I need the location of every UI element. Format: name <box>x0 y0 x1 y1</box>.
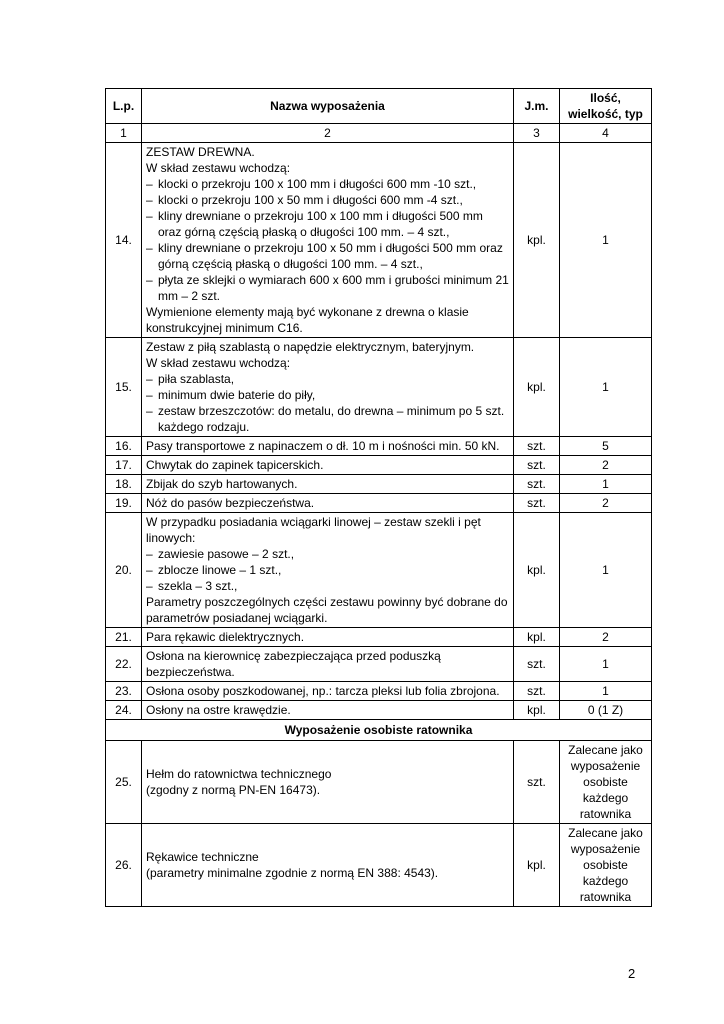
unit-of-measure: kpl. <box>514 628 560 647</box>
column-number: 4 <box>560 124 652 143</box>
quantity: 1 <box>560 513 652 628</box>
row-number: 14. <box>106 143 142 338</box>
unit-of-measure: szt. <box>514 494 560 513</box>
table-row <box>106 338 652 437</box>
description-line: Hełm do ratownictwa technicznego <box>146 767 332 781</box>
unit-of-measure: szt. <box>514 647 560 682</box>
component-list <box>146 371 509 435</box>
unit-of-measure: kpl. <box>514 513 560 628</box>
header-name: Nazwa wyposażenia <box>142 89 514 124</box>
description-line: W skład zestawu wchodzą: <box>146 161 291 175</box>
unit-of-measure: szt. <box>514 456 560 475</box>
description-line: (parametry minimalne zgodnie z normą EN 388: 4543). <box>146 866 439 880</box>
header-lp: L.p. <box>106 89 142 124</box>
component-item: – piła szablasta, <box>146 371 509 387</box>
row-number: 23. <box>106 682 142 701</box>
quantity: 1 <box>560 647 652 682</box>
item-description <box>142 647 514 682</box>
item-description <box>142 682 514 701</box>
item-description <box>142 494 514 513</box>
description-line: W przypadku posiadania wciągarki linowej – zestaw szekli i pęt linowych: <box>146 515 481 545</box>
table-row <box>106 701 652 720</box>
item-description <box>142 475 514 494</box>
quantity: 1 <box>560 682 652 701</box>
description-note: Parametry poszczególnych części zestawu powinny być dobrane do parametrów posiadanej wciągarki. <box>146 595 508 625</box>
unit-of-measure: kpl. <box>514 824 560 907</box>
item-description <box>142 628 514 647</box>
item-description <box>142 456 514 475</box>
table-row <box>106 513 652 628</box>
page-number: 2 <box>628 966 636 981</box>
table-row <box>106 494 652 513</box>
table-body <box>106 143 652 720</box>
description-line: ZESTAW DREWNA. <box>146 145 255 159</box>
component-item: – kliny drewniane o przekroju 100 x 100 mm i długości 500 mm oraz górną częścią płaską o długości 100 mm. – 4 szt., <box>146 208 509 240</box>
section-body <box>106 720 652 907</box>
table-row <box>106 824 652 907</box>
column-number: 2 <box>142 124 514 143</box>
item-description <box>142 513 514 628</box>
component-item: – minimum dwie baterie do piły, <box>146 387 509 403</box>
component-item: – szekla – 3 szt., <box>146 578 509 594</box>
header-unit: J.m. <box>514 89 560 124</box>
row-number: 16. <box>106 437 142 456</box>
component-item: – zestaw brzeszczotów: do metalu, do drewna – minimum po 5 szt. każdego rodzaju. <box>146 403 509 435</box>
unit-of-measure: szt. <box>514 437 560 456</box>
component-item: – klocki o przekroju 100 x 100 mm i długości 600 mm -10 szt., <box>146 176 509 192</box>
quantity: 0 (1 Z) <box>560 701 652 720</box>
item-description <box>142 741 514 824</box>
description-line: Osłona na kierownicę zabezpieczająca przed poduszką bezpieczeństwa. <box>146 649 441 679</box>
table-row <box>106 628 652 647</box>
row-number: 21. <box>106 628 142 647</box>
component-item: – kliny drewniane o przekroju 100 x 50 mm i długości 500 mm oraz górną częścią płaską o długości 100 mm. – 4 szt., <box>146 240 509 272</box>
quantity: Zalecane jako wyposażenie osobiste każdego ratownika <box>560 741 652 824</box>
table-row <box>106 456 652 475</box>
unit-of-measure: szt. <box>514 741 560 824</box>
table-row <box>106 682 652 701</box>
component-item: – klocki o przekroju 100 x 50 mm i długości 600 mm -4 szt., <box>146 192 509 208</box>
description-line: Rękawice techniczne <box>146 850 259 864</box>
description-line: Zestaw z piłą szablastą o napędzie elektrycznym, bateryjnym. <box>146 340 475 354</box>
description-line: Pasy transportowe z napinaczem o dł. 10 m i nośności min. 50 kN. <box>146 439 500 453</box>
quantity: 1 <box>560 143 652 338</box>
item-description <box>142 143 514 338</box>
description-line: Osłona osoby poszkodowanej, np.: tarcza pleksi lub folia zbrojona. <box>146 684 500 698</box>
row-number: 17. <box>106 456 142 475</box>
item-description <box>142 338 514 437</box>
row-number: 20. <box>106 513 142 628</box>
row-number: 19. <box>106 494 142 513</box>
quantity: 2 <box>560 456 652 475</box>
column-number: 3 <box>514 124 560 143</box>
row-number: 26. <box>106 824 142 907</box>
description-line: W skład zestawu wchodzą: <box>146 356 291 370</box>
row-number: 25. <box>106 741 142 824</box>
quantity: 1 <box>560 338 652 437</box>
unit-of-measure: szt. <box>514 475 560 494</box>
component-item: – zblocze linowe – 1 szt., <box>146 562 509 578</box>
quantity: Zalecane jako wyposażenie osobiste każdego ratownika <box>560 824 652 907</box>
component-item: – płyta ze sklejki o wymiarach 600 x 600 mm i grubości minimum 21 mm – 2 szt. <box>146 272 509 304</box>
unit-of-measure: szt. <box>514 682 560 701</box>
row-number: 24. <box>106 701 142 720</box>
description-line: (zgodny z normą PN-EN 16473). <box>146 783 321 797</box>
row-number: 22. <box>106 647 142 682</box>
row-number: 18. <box>106 475 142 494</box>
item-description <box>142 701 514 720</box>
quantity: 5 <box>560 437 652 456</box>
quantity: 2 <box>560 628 652 647</box>
table-row <box>106 475 652 494</box>
description-line: Osłony na ostre krawędzie. <box>146 703 291 717</box>
component-list <box>146 546 509 594</box>
description-line: Zbijak do szyb hartowanych. <box>146 477 298 491</box>
unit-of-measure: kpl. <box>514 338 560 437</box>
column-number-row <box>106 124 652 143</box>
unit-of-measure: kpl. <box>514 701 560 720</box>
header-row <box>106 89 652 124</box>
table-row <box>106 437 652 456</box>
description-line: Chwytak do zapinek tapicerskich. <box>146 458 324 472</box>
equipment-table <box>105 88 652 907</box>
section-header-row <box>106 720 652 741</box>
table-row <box>106 741 652 824</box>
component-item: – zawiesie pasowe – 2 szt., <box>146 546 509 562</box>
component-list <box>146 176 509 304</box>
header-quantity: Ilość, wielkość, typ <box>560 89 652 124</box>
row-number: 15. <box>106 338 142 437</box>
section-title: Wyposażenie osobiste ratownika <box>106 720 652 741</box>
column-number: 1 <box>106 124 142 143</box>
table-row <box>106 143 652 338</box>
quantity: 1 <box>560 475 652 494</box>
unit-of-measure: kpl. <box>514 143 560 338</box>
description-note: Wymienione elementy mają być wykonane z drewna o klasie konstrukcyjnej minimum C16. <box>146 305 469 335</box>
quantity: 2 <box>560 494 652 513</box>
description-line: Nóż do pasów bezpieczeństwa. <box>146 496 315 510</box>
item-description <box>142 824 514 907</box>
item-description <box>142 437 514 456</box>
table-row <box>106 647 652 682</box>
description-line: Para rękawic dielektrycznych. <box>146 630 305 644</box>
